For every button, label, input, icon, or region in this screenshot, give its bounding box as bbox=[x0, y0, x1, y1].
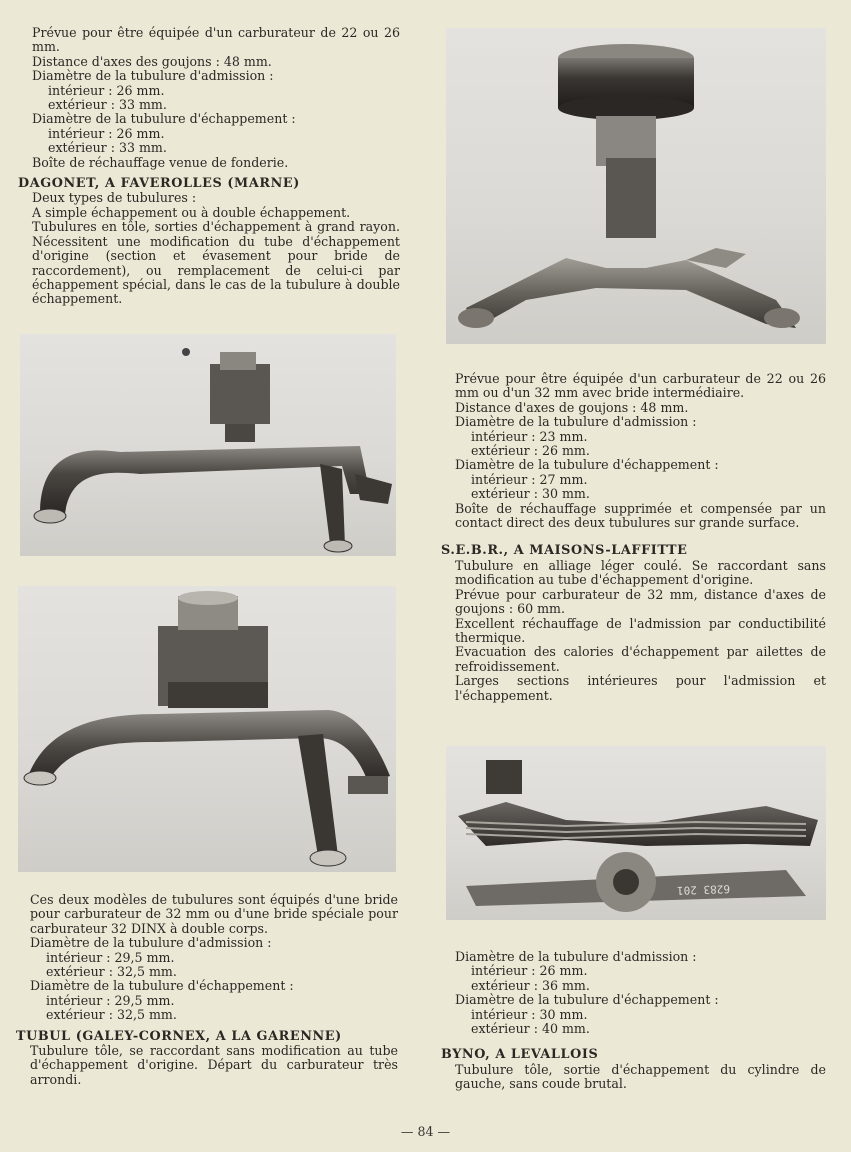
text-line: extérieur : 36 mm. bbox=[471, 977, 590, 993]
text-line: extérieur : 40 mm. bbox=[471, 1021, 590, 1037]
left-top-text bbox=[18, 26, 400, 307]
section-heading-dagonet: DAGONET, A FAVEROLLES (MARNE) bbox=[18, 176, 300, 192]
text-paragraph: Tubulure tôle, sortie d'échappement du cylindre de gauche, sans coude brutal. bbox=[455, 1061, 826, 1092]
text-line: extérieur : 32,5 mm. bbox=[46, 1007, 177, 1023]
right-top-text bbox=[441, 372, 826, 703]
text-line: intérieur : 29,5 mm. bbox=[46, 992, 175, 1008]
text-paragraph: Boîte de réchauffage supprimée et compensée par un contact direct des deux tubulures sur grande surface. bbox=[455, 500, 826, 531]
text-line: Diamètre de la tubulure d'échappement : bbox=[455, 992, 719, 1008]
text-paragraph: Prévue pour être équipée d'un carburateur de 22 ou 26 mm ou d'un 32 mm avec bride intermédiaire. bbox=[455, 371, 826, 401]
text-line: Diamètre de la tubulure d'admission : bbox=[455, 414, 697, 430]
text-line: extérieur : 26 mm. bbox=[471, 443, 590, 459]
text-paragraph: Prévue pour carburateur de 32 mm, distance d'axes de goujons : 60 mm. bbox=[455, 586, 826, 617]
photo-sebr-manifold bbox=[446, 746, 826, 920]
text-line: Prévue pour être équipée d'un carburateur de 22 ou 26 mm. bbox=[32, 25, 400, 55]
text-line: Distance d'axes des goujons : 48 mm. bbox=[32, 53, 272, 69]
text-line: extérieur : 33 mm. bbox=[48, 140, 167, 156]
text-line: intérieur : 26 mm. bbox=[48, 125, 165, 141]
text-line: intérieur : 27 mm. bbox=[471, 471, 588, 487]
text-line: Diamètre de la tubulure d'échappement : bbox=[32, 111, 296, 127]
left-bottom-text bbox=[16, 893, 398, 1087]
text-line: intérieur : 30 mm. bbox=[471, 1006, 588, 1022]
text-line: Deux types de tubulures : bbox=[32, 190, 197, 206]
text-paragraph: Tubulure tôle, se raccordant sans modification au tube d'échappement d'origine. Départ du carburateur très arrondi. bbox=[30, 1043, 398, 1087]
text-paragraph: Tubulures en tôle, sorties d'échappement à grand rayon. Nécessitent une modification du tube d'échappement d'origine (section et évasement pour bride de raccordement), ou remplacement de celui-ci par échappement spécial, dans le cas de la tubulure à double échappement. bbox=[32, 219, 400, 307]
photo-dagonet-double-manifold bbox=[18, 586, 396, 872]
text-line: intérieur : 26 mm. bbox=[48, 82, 165, 98]
page-number: — 84 — bbox=[400, 1124, 451, 1139]
photo-dagonet-single-manifold bbox=[20, 334, 396, 556]
text-paragraph: Excellent réchauffage de l'admission par conductibilité thermique. bbox=[455, 615, 826, 645]
text-line: Diamètre de la tubulure d'échappement : bbox=[30, 978, 294, 994]
text-line: Diamètre de la tubulure d'échappement : bbox=[455, 457, 719, 473]
text-paragraph: Tubulure en alliage léger coulé. Se raccordant sans modification au tube d'échappement d'origine. bbox=[455, 557, 826, 588]
text-line: Diamètre de la tubulure d'admission : bbox=[32, 68, 274, 84]
text-line: A simple échappement ou à double échappement. bbox=[32, 204, 351, 220]
text-paragraph: Ces deux modèles de tubulures sont équipés d'une bride pour carburateur de 32 mm ou d'une bride spéciale pour carburateur 32 DINX à double corps. bbox=[30, 892, 398, 936]
text-line: extérieur : 30 mm. bbox=[471, 486, 590, 502]
photo-stamp-text: 6283 201 bbox=[676, 882, 731, 897]
text-line: extérieur : 33 mm. bbox=[48, 97, 167, 113]
text-line: extérieur : 32,5 mm. bbox=[46, 964, 177, 980]
section-heading-sebr: S.E.B.R., A MAISONS-LAFFITTE bbox=[441, 543, 688, 559]
photo-tubul-manifold bbox=[446, 28, 826, 344]
text-line: Diamètre de la tubulure d'admission : bbox=[30, 935, 272, 951]
right-bottom-text bbox=[441, 950, 826, 1092]
text-line: intérieur : 29,5 mm. bbox=[46, 949, 175, 965]
section-heading-tubul: TUBUL (GALEY-CORNEX, A LA GARENNE) bbox=[16, 1028, 342, 1044]
text-line: Boîte de réchauffage venue de fonderie. bbox=[32, 154, 289, 170]
text-line: Diamètre de la tubulure d'admission : bbox=[455, 949, 697, 964]
text-paragraph: Evacuation des calories d'échappement par ailettes de refroidissement. bbox=[455, 644, 826, 674]
section-heading-byno: BYNO, A LEVALLOIS bbox=[441, 1047, 599, 1063]
text-line: intérieur : 23 mm. bbox=[471, 428, 588, 444]
text-paragraph: Larges sections intérieures pour l'admission et l'échappement. bbox=[455, 673, 826, 703]
text-line: intérieur : 26 mm. bbox=[471, 963, 588, 979]
text-line: Distance d'axes de goujons : 48 mm. bbox=[455, 399, 689, 415]
